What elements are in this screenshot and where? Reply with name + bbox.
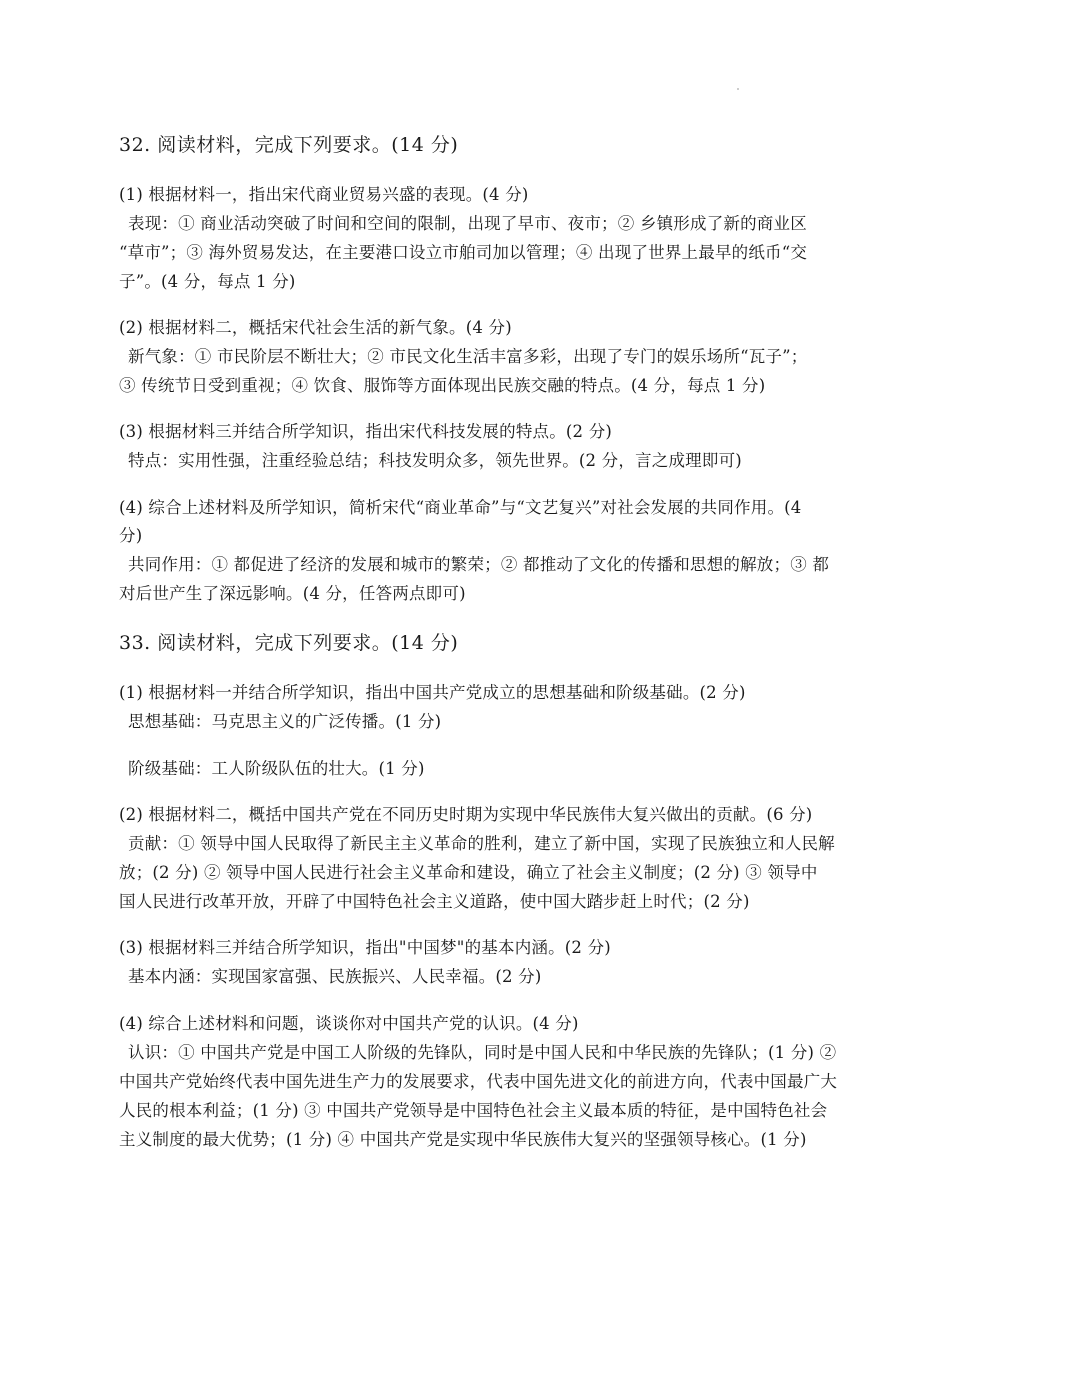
q32-p2-answer-line: 新气象：① 市民阶层不断壮大；② 市民文化生活丰富多彩，出现了专门的娱乐场所“瓦子”； [128,347,808,366]
q33-p4-answer-line: 人民的根本利益；(1 分) ③ 中国共产党领导是中国特色社会主义最本质的特征，是中国特色社会 [119,1101,828,1120]
q33-p3-question: (3) 根据材料三并结合所学知识，指出"中国梦"的基本内涵。(2 分) [119,938,611,957]
q33-p4-answer-line: 主义制度的最大优势；(1 分) ④ 中国共产党是实现中华民族伟大复兴的坚强领导核心。(1 分) [119,1130,807,1149]
q33-title: 33. 阅读材料，完成下列要求。(14 分) [119,632,459,654]
page-dot-mark [737,88,739,90]
q33-p4-answer-line: 中国共产党始终代表中国先进生产力的发展要求，代表中国先进文化的前进方向，代表中国最广大 [119,1072,838,1091]
q33-p1-question: (1) 根据材料一并结合所学知识，指出中国共产党成立的思想基础和阶级基础。(2 分) [119,683,746,702]
q32-p4-question-line: 分) [119,526,143,545]
q33-p2-question: (2) 根据材料二，概括中国共产党在不同历史时期为实现中华民族伟大复兴做出的贡献。(6 分) [119,805,813,824]
q33-p3-answer-line: 基本内涵：实现国家富强、民族振兴、人民幸福。(2 分) [128,967,542,986]
q32-p1-answer-line: 子”。(4 分，每点 1 分) [119,272,296,291]
q32-p1-answer-line: 表现：① 商业活动突破了时间和空间的限制，出现了早市、夜市；② 乡镇形成了新的商业区 [128,214,807,233]
q32-p4-answer-line: 对后世产生了深远影响。(4 分，任答两点即可) [119,584,466,603]
q33-p2-answer-line: 国人民进行改革开放，开辟了中国特色社会主义道路，使中国大踏步赶上时代；(2 分) [119,892,750,911]
q32-p3-question: (3) 根据材料三并结合所学知识，指出宋代科技发展的特点。(2 分) [119,422,613,441]
q32-p1-question: (1) 根据材料一，指出宋代商业贸易兴盛的表现。(4 分) [119,185,529,204]
q33-p1-answer-line: 阶级基础：工人阶级队伍的壮大。(1 分) [128,759,425,778]
q32-p2-question: (2) 根据材料二，概括宋代社会生活的新气象。(4 分) [119,318,512,337]
q32-p2-answer-line: ③ 传统节日受到重视；④ 饮食、服饰等方面体现出民族交融的特点。(4 分，每点 1 分) [119,376,766,395]
q32-p4-answer-line: 共同作用：① 都促进了经济的发展和城市的繁荣；② 都推动了文化的传播和思想的解放；③ 都 [128,555,830,574]
q33-p2-answer-line: 放；(2 分) ② 领导中国人民进行社会主义革命和建设，确立了社会主义制度；(2 分) ③ 领导中 [119,863,818,882]
q32-p3-answer-line: 特点：实用性强，注重经验总结；科技发明众多，领先世界。(2 分，言之成理即可) [128,451,742,470]
q33-p2-answer-line: 贡献：① 领导中国人民取得了新民主主义革命的胜利，建立了新中国，实现了民族独立和人民解 [128,834,835,853]
q32-title: 32. 阅读材料，完成下列要求。(14 分) [119,134,459,156]
q33-p4-question: (4) 综合上述材料和问题，谈谈你对中国共产党的认识。(4 分) [119,1014,579,1033]
q32-p4-question-line: (4) 综合上述材料及所学知识，简析宋代“商业革命”与“文艺复兴”对社会发展的共同作用。(4 [119,498,802,517]
q32-p1-answer-line: “草市”；③ 海外贸易发达，在主要港口设立市舶司加以管理；④ 出现了世界上最早的纸币“交 [119,243,808,262]
q33-p4-answer-line: 认识：① 中国共产党是中国工人阶级的先锋队，同时是中国人民和中华民族的先锋队；(1 分) ② [128,1043,837,1062]
q33-p1-answer-line: 思想基础：马克思主义的广泛传播。(1 分) [128,712,442,731]
